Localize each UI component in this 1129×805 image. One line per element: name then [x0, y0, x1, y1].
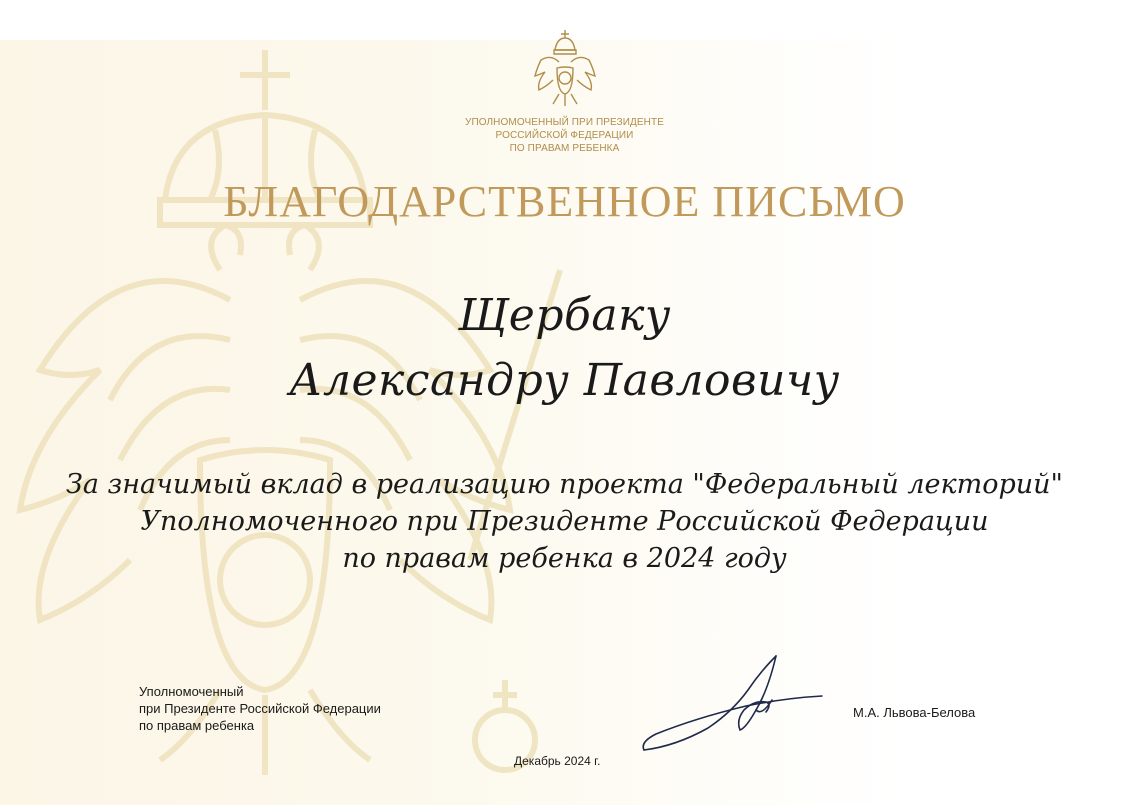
- reason-line: по правам ребенка в 2024 году: [342, 543, 787, 574]
- organization-line: УПОЛНОМОЧЕННЫЙ ПРИ ПРЕЗИДЕНТЕ: [465, 117, 664, 128]
- organization-line: ПО ПРАВАМ РЕБЕНКА: [509, 143, 620, 154]
- recipient-surname: Щербаку: [458, 290, 671, 341]
- document-title: БЛАГОДАРСТВЕННОЕ ПИСЬМО: [223, 177, 906, 226]
- position-line: при Президенте Российской Федерации: [139, 701, 381, 716]
- signatory-position: [139, 683, 381, 734]
- recipient-name: Александру Павловичу: [289, 355, 840, 406]
- handwritten-signature-icon: [636, 650, 836, 760]
- organization-line: РОССИЙСКОЙ ФЕДЕРАЦИИ: [495, 130, 634, 141]
- reason-line: За значимый вклад в реализацию проекта "Федеральный лекторий": [66, 469, 1063, 500]
- position-line: по правам ребенка: [139, 718, 255, 733]
- position-line: Уполномоченный: [139, 684, 244, 699]
- issuing-organization: [0, 116, 1129, 155]
- reason-line: Уполномоченного при Президенте Российской Федерации: [140, 506, 989, 537]
- signatory-name: М.А. Львова-Белова: [853, 705, 976, 720]
- double-headed-eagle-emblem-icon: [531, 28, 599, 108]
- issue-date: Декабрь 2024 г.: [514, 754, 601, 768]
- award-reason: [0, 466, 1129, 577]
